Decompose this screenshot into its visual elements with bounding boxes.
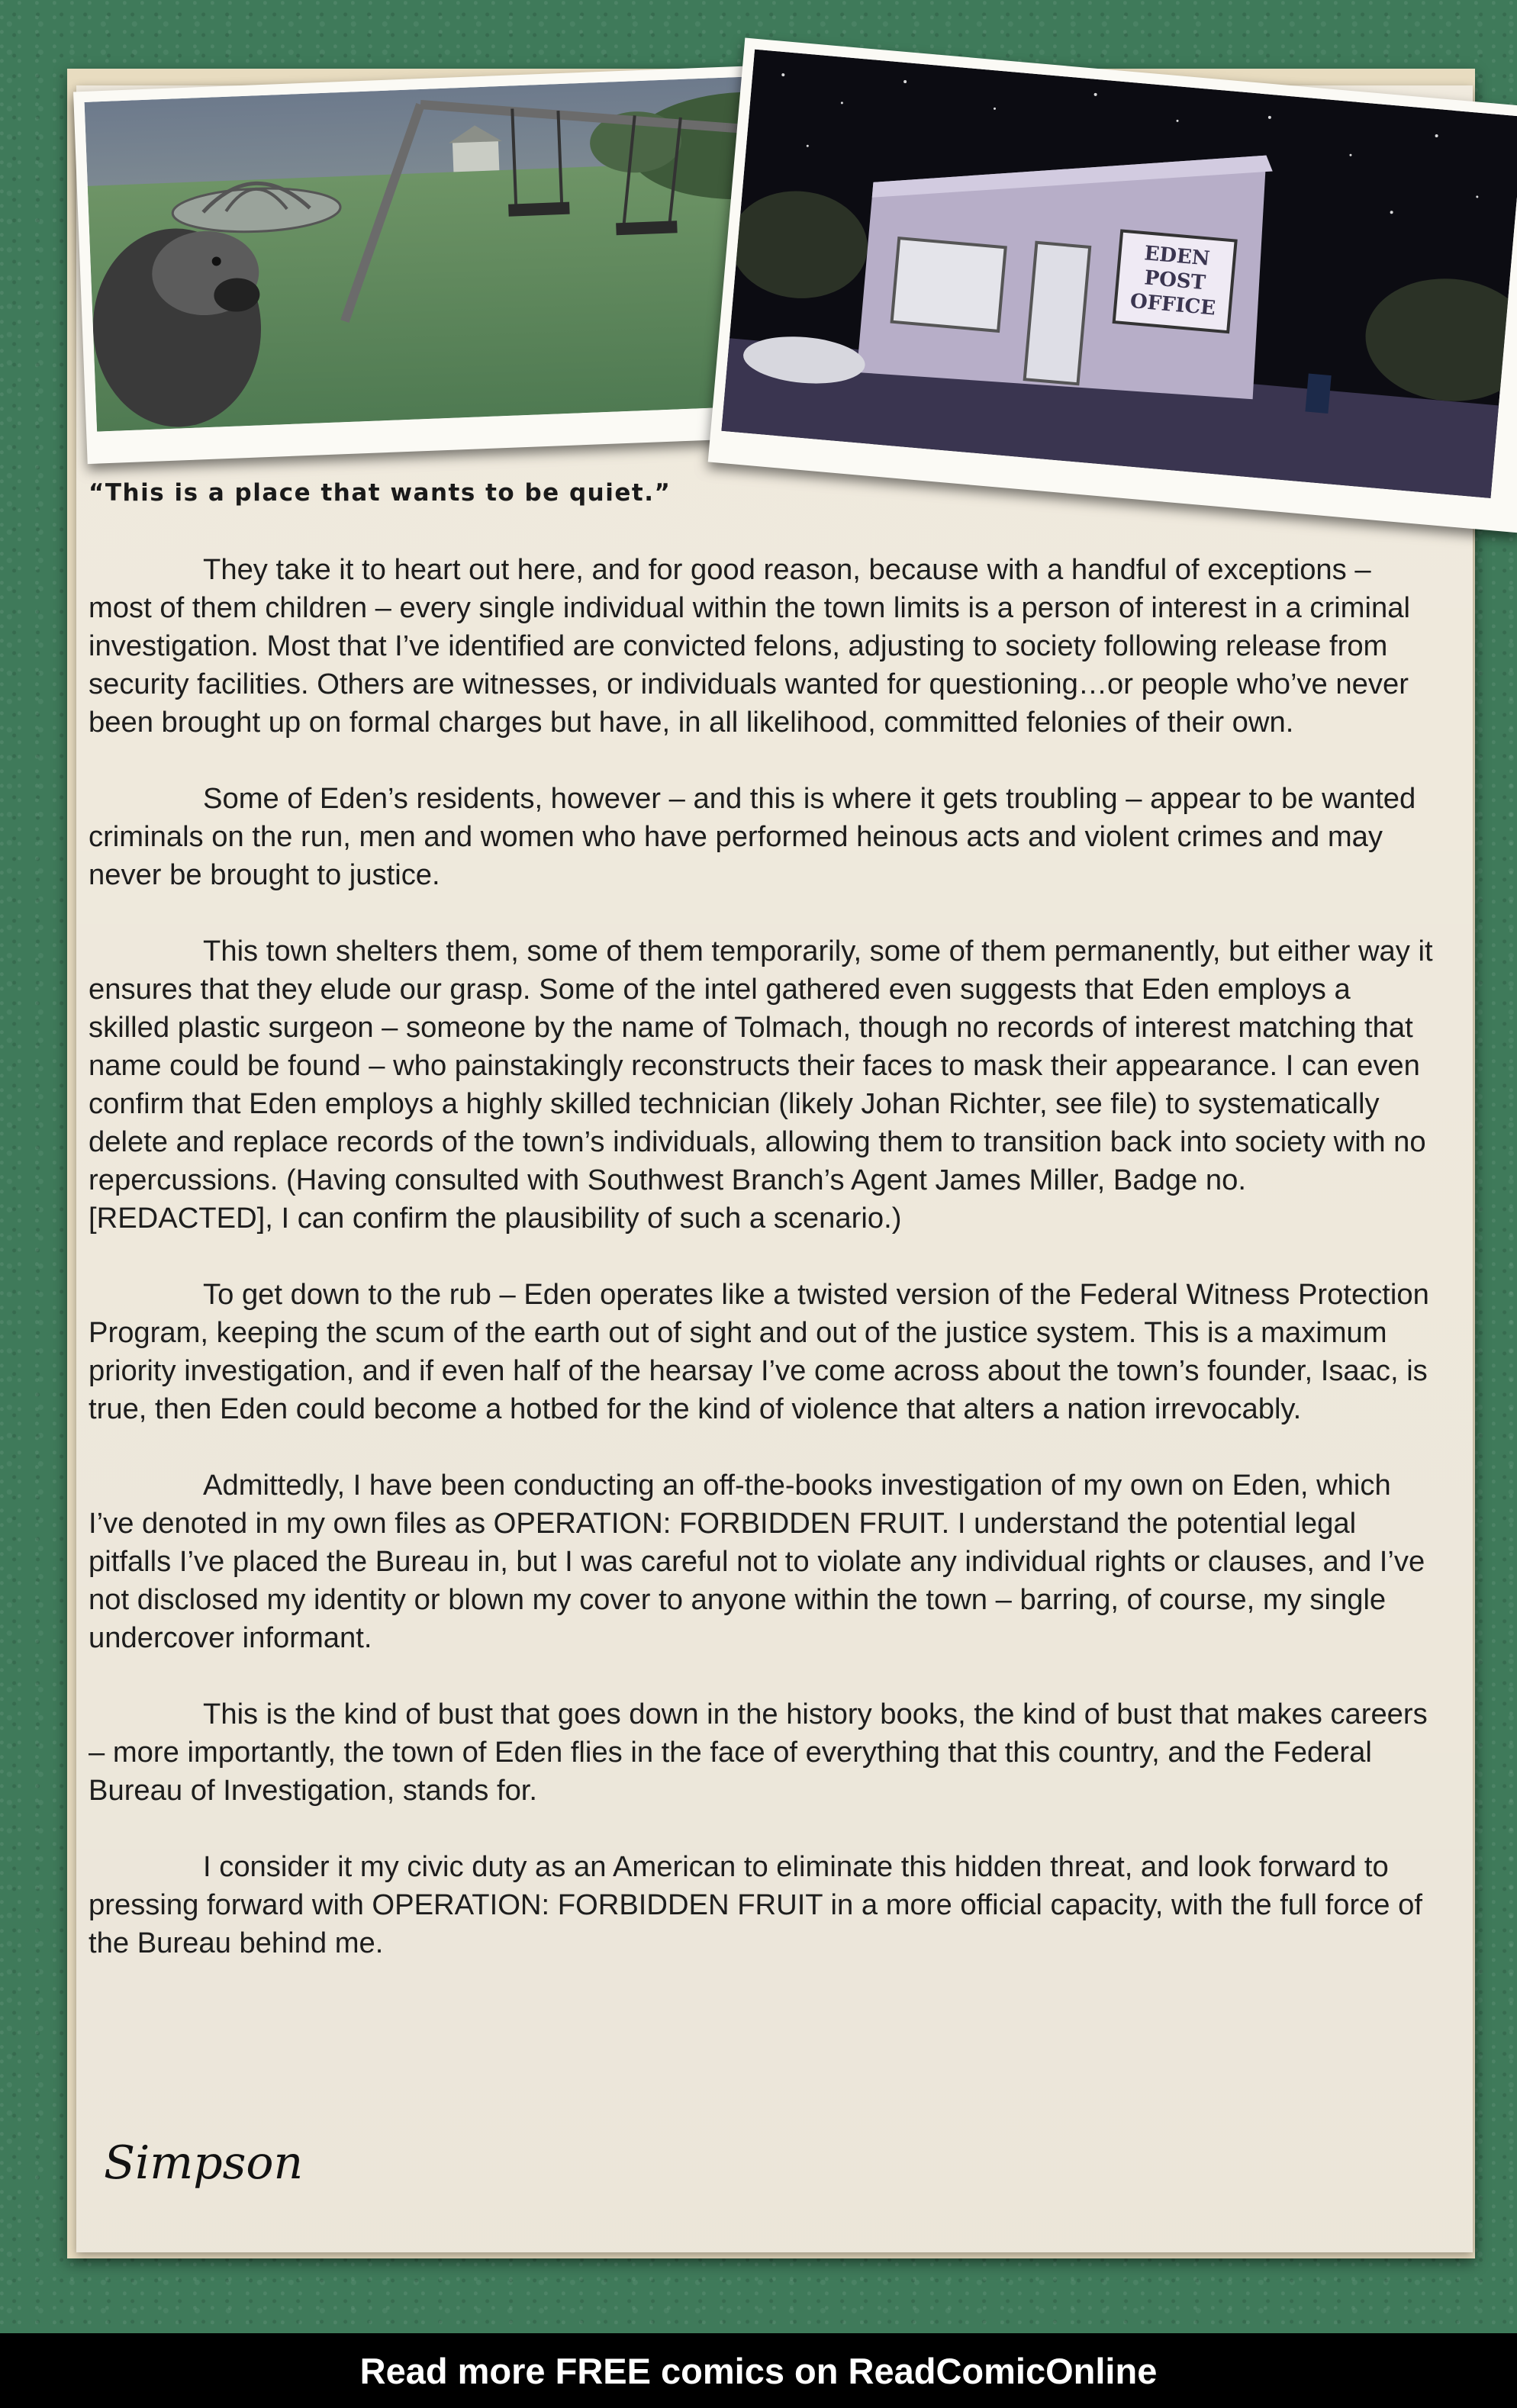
paragraph: I consider it my civic duty as an American to eliminate this hidden threat, and look forward to pressing forward with OPERATION: FORBIDDEN FRUIT in a more official capacity, with the full force of the Bureau behind me.	[89, 1850, 1422, 1959]
paragraph: Some of Eden’s residents, however – and this is where it gets troubling – appear to be wanted criminals on the run, men and women who have performed heinous acts and violent crimes and may never be brought to justice.	[89, 782, 1416, 891]
paragraph: They take it to heart out here, and for good reason, because with a handful of exceptions – most of them children – every single individual within the town limits is a person of interest in a criminal investigation. Most that I’ve identified are convicted felons, adjusting to society following release from security facilities. Others are witnesses, or individuals wanted for questioning…or people who’ve never been brought up on formal charges but have, in all likelihood, committed felonies of their own.	[89, 553, 1410, 739]
paragraph: To get down to the rub – Eden operates like a twisted version of the Federal Witness Protection Program, keeping the scum of the earth out of sight and out of the justice system. This is a maximum priority investigation, and if even half of the hearsay I’ve come across about the town’s founder, Isaac, is true, then Eden could become a hotbed for the kind of violence that alters a nation irrevocably.	[89, 1278, 1429, 1425]
sign-line-2: POST	[1143, 266, 1207, 295]
sign-line-3: OFFICE	[1129, 289, 1217, 320]
footer-banner[interactable]	[0, 2333, 1517, 2408]
paragraph: This is the kind of bust that goes down in the history books, the kind of bust that makes careers – more importantly, the town of Eden flies in the face of everything that this country, and the Federal Bureau of Investigation, stands for.	[89, 1698, 1428, 1807]
signature	[96, 2106, 356, 2220]
post-office-photo	[708, 38, 1517, 533]
paragraph: This town shelters them, some of them temporarily, some of them permanently, but either way it ensures that they elude our grasp. Some of the intel gathered even suggests that Eden employs a skilled plastic surgeon – someone by the name of Tolmach, though no records of interest matching that name could be found – who painstakingly reconstructs their faces to mask their appearance. I can even confirm that Eden employs a highly skilled technician (likely Johan Richter, see file) to systematically delete and replace records of the town’s individuals, allowing them to transition back into society with no repercussions. (Having consulted with Southwest Branch’s Agent James Miller, Badge no. [REDACTED], I can confirm the plausibility of such a scenario.)	[89, 935, 1433, 1235]
post-office-illustration	[721, 50, 1517, 498]
sign-line-1: EDEN	[1143, 242, 1211, 271]
letter-body	[89, 551, 1433, 2001]
paragraph: Admittedly, I have been conducting an off-the-books investigation of my own on Eden, which I’ve denoted in my own files as OPERATION: FORBIDDEN FRUIT. I understand the potential legal pitfalls I’ve placed the Bureau in, but I was careful not to violate any individual rights or clauses, and I’ve not disclosed my identity or blown my cover to anyone within the town – barring, of course, my single undercover informant.	[89, 1469, 1425, 1654]
pull-quote: “This is a place that wants to be quiet.”	[89, 479, 672, 507]
signature-text: Simpson	[104, 2136, 304, 2190]
banner-text[interactable]: Read more FREE comics on ReadComicOnline	[359, 2350, 1158, 2391]
